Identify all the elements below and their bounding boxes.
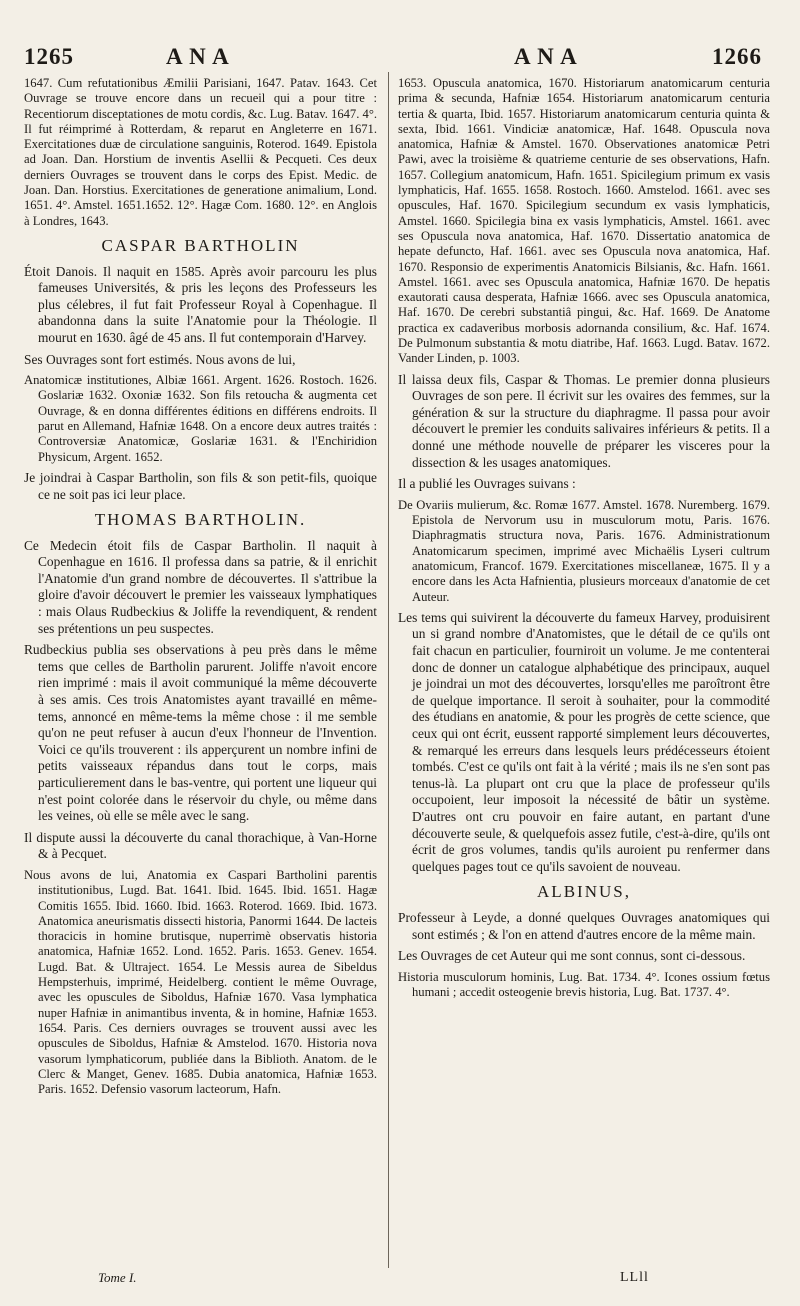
published-works-intro: Il a publié les Ouvrages suivans : [398, 476, 576, 492]
albinus-works-intro: Les Ouvrages de cet Auteur qui me sont connus, sont ci-dessous. [398, 948, 746, 964]
column-rule [388, 72, 389, 1268]
sons-paragraph: Il laissa deux fils, Caspar & Thomas. Le premier donna plusieurs Ouvrages de son pere. Il écrivit sur les ovaires des femmes, sur la génération & sur la structure du diaphragme. Il passa pour avoir découvert le premier les conduits salivaires inférieurs & petits. Il a donné une méthode nouvelle de préparer les visceres pour la dissection & les usages anatomiques. [398, 371, 770, 470]
running-head-left: A N A [166, 44, 230, 69]
right-column [398, 76, 770, 1005]
thomas-bio-paragraph: Ce Medecin étoit fils de Caspar Bartholin. Il naquit à Copenhague en 1616. Il professa dans sa patrie, & il enrichit l'Anatomie d'un grand nombre de découvertes. Il s'attribue la gloire d'avoir découvert le premier les vaisseaux lymphatiques : mais Olaus Rudbeckius & Joliffe la revendiquent, & rendent ses prétentions un peu suspectes. [24, 537, 377, 636]
caspar-junior-works-list: De Ovariis mulierum, &c. Romæ 1677. Amstel. 1678. Nuremberg. 1679. Epistola de Nervorum usu in musculorum motu, Paris. 1676. Diaphragmatis structura nova, Paris. 1676. Administrationum Anatomicarum specimen, imprimé avec Michaëlis Lyseri cultrum anatomicum, Francof. 1679. Exercitationes miscellaneæ, 1675. Il y a encore dans les Acta Hafnientia, plusieurs morceaux d'anatomie de cet Auteur. [398, 497, 770, 604]
caspar-works-list: Anatomicæ institutiones, Albiæ 1661. Argent. 1626. Rostoch. 1626. Goslariæ 1632. Oxoniæ 1632. Son fils retoucha & augmenta cet Ouvrage, & en donna différentes éditions en différens endroits. Il parut en Allemand, Hafniæ 1648. On a encore deux autres traités : Controversiæ Anatomicæ, Goslariæ 1631. & l'Enchiridion Physicum, Argent. 1652. [24, 373, 377, 464]
page-number-left: 1265 [24, 44, 74, 69]
albinus-bio-paragraph: Professeur à Leyde, a donné quelques Ouvrages anatomiques qui sont estimés ; & l'on en attend d'autres encore de la même main. [398, 909, 770, 942]
page-number-right: 1266 [712, 44, 762, 69]
right-continued-works-list: 1653. Opuscula anatomica, 1670. Historiarum anatomicarum centuria prima & secunda, Hafniæ 1654. Historiarum anatomicarum centuria tertia & quarta, Ibid. 1657. Historiarum anatomicarum centuria quinta & sexta, Ibid. 1661. Vindiciæ anatomicæ, Haf. 1648. Opuscula nova anatomica, Hafniæ & Amstel. 1670. Observationes anatomicæ Petri Pawi, avec la troisième & quatrieme centurie de ses observations, Hafn. 1657. Collegium anatomicum, Hafn. 1651. Spicilegium primum ex vasis lymphaticis, Haf. 1655. 1658. Rostoch. 1660. Amstelod. 1661. avec ses opuscules, Haf. 1670. Spicilegium secundum ex vasis lymphaticis, Amstel. 1660. Spicilegia bina ex vasis lymphaticis, Amstel. 1661. avec ses Opuscula nova anatomica, Haf. 1670. Dissertatio anatomica de hepate defuncto, Haf. 1661. avec ses Opuscula nova anatomica, Haf. 1670. Responsio de experimentis Anatomicis Bilsianis, &c. Hafn. 1661. Amstel. 1661. avec ses Opuscula anatomica, Hafniæ 1670. De hepatis exautorati causa desperata, Hafniæ 1666. avec ses Opuscula anatomica, Haf. 1670. De cerebri substantiâ pingui, &c. Haf. 1669. De Anatome practica ex cadaveribus morbosis adornanda consilium, &c. Haf. 1674. De Pulmonum substantia & motu diatribe, Haf. 1663. Lugd. Batav. 1672. Vander Linden, p. 1003. [398, 76, 770, 366]
left-continued-paragraph: 1647. Cum refutationibus Æmilii Parisiani, 1647. Patav. 1643. Cet Ouvrage se trouve encore dans un recueil qui a pour titre : Recentiorum disceptationes de motu cordis, &c. Lug. Batav. 1647. 4°. Il fut réimprimé à Rotterdam, & reparut en Angleterre en 1671. Exercitationes duæ de circulatione sanguinis, Roterod. 1649. Epistola ad Joan. Dan. Horstium de inventis Asellii & Pecqueti. Ces deux derniers Ouvrages se trouvent dans le corps des Epist. Medic. de Joan. Dan. Horstius. Exercitationes de generatione animalium, Lond. 1651. 4°. Amstel. 1651.1652. 12°. Hagæ Com. 1680. 12°. en Anglois à Londres, 1643. [24, 76, 377, 228]
anatomists-after-harvey-paragraph: Les tems qui suivirent la découverte du fameux Harvey, produisirent un si grand nombre d'Anatomistes, que le détail de ce qu'ils ont fait chacun en particulier, fourniroit un volume. Je me contenterai donc de donner un catalogue alphabétique des principaux, auquel je joindrai un mot des découvertes, lorsqu'elles me paroîtront être de quelque importance. Il seroit à souhaiter, pour la commodité des étudians en anatomie, & pour les progrès de cette science, que ceux qui ont écrit, eussent rapporté simplement leurs découvertes, & remarqué les erreurs dans lesquels leurs prédécesseurs étoient tombés. C'est ce qu'ils ont fait à la vérité ; mais ils ne s'en sont pas tenus-là. La plupart ont cru que la place de professeur qu'ils occupoient, leur imposoit la nécessité de bâtir un système. D'autres ont cru pouvoir en faire autant, en partant d'une découverte seule, & quelquefois assez futile, c'est-à-dire, qu'ils ont écrit de gros volumes, tandis qu'ils auroient pu renfermer dans quelques pages tout ce qu'ils savoient de nouveau. [398, 609, 770, 874]
thomas-works-list: Nous avons de lui, Anatomia ex Caspari Bartholini parentis institutionibus, Lugd. Bat. 1641. Ibid. 1645. Ibid. 1651. Hagæ Comitis 1655. Ibid. 1660. Ibid. 1663. Roterod. 1669. Ibid. 1673. Anatomica aneurismatis dissecti historia, Panormi 1644. De lacteis thoracicis in homine brutisque, nuperrimè observatis historia anatomica, Hafniæ 1652. Lond. 1652. Paris. 1653. Genev. 1654. Lugd. Bat. & Ultraject. 1654. Le Messis aurea de Sibeldus Hempsterhuis, imprimé, Heidelberg. contient le même Ouvrage, avec les opuscules de Siboldus, Hafniæ 1670. Vasa lymphatica nuper Hafniæ in animantibus inventa, & in homine, Hafniæ 1653. 1654. Paris. Ces derniers ouvrages se trouvent aussi avec les opuscules de Siboldus, Hafniæ & Amstelod. 1670. Historia nova vasorum lymphaticorum, publiée dans la Biblioth. Anatom. de le Clerc & Manget, Genev. 1685. Dubia anatomica, Hafniæ 1653. Paris. 1652. Defensio vasorum lacteorum, Hafn. [24, 867, 377, 1097]
heading-albinus: ALBINUS, [537, 882, 631, 902]
caspar-works-intro: Ses Ouvrages sont fort estimés. Nous avons de lui, [24, 351, 296, 367]
heading-caspar-bartholin: CASPAR BARTHOLIN [101, 235, 300, 255]
thomas-dispute-paragraph: Il dispute aussi la découverte du canal thorachique, à Van-Horne & à Pecquet. [24, 829, 377, 862]
heading-thomas-bartholin: THOMAS BARTHOLIN. [94, 510, 307, 530]
caspar-note-paragraph: Je joindrai à Caspar Bartholin, son fils & son petit-fils, quoique ce ne soit pas ici leur place. [24, 469, 377, 502]
signature-mark: LLll [620, 1270, 649, 1285]
albinus-works-list: Historia musculorum hominis, Lug. Bat. 1734. 4°. Icones ossium fœtus humani ; accedit osteogenie brevis historia, Lug. Bat. 1737. 4°. [398, 969, 770, 1000]
running-head-right: A N A [514, 44, 578, 69]
caspar-bio-paragraph: Étoit Danois. Il naquit en 1585. Après avoir parcouru les plus fameuses Universités, & pris les leçons des Professeurs les plus célebres, il fut fait Professeur Royal à Copenhague. Il abandonna dans la suite l'Anatomie pour la Théologie. Il mourut en 1630. âgé de 45 ans. Il fut contemporain d'Harvey. [24, 263, 377, 345]
volume-label: Tome I. [98, 1270, 137, 1285]
left-column [24, 76, 377, 1102]
thomas-discovery-paragraph: Rudbeckius publia ses observations à peu près dans le même tems que celles de Bartholin parurent. Joliffe n'avoit encore rien imprimé : mais il avoit communiqué la même découverte à ses amis. Ces trois Anatomistes ayant travaillé en même-tems, annoncé en même-tems la même chose : il me semble qu'on ne peut refuser à aucun d'eux l'honneur de l'Invention. Voici ce qu'ils trouverent : ils apperçurent un nombre infini de petits vaisseaux répandus dans tout le corps, mais particulierement dans le bas-ventre, qui portent une liqueur qui n'est point colorée dans le réservoir du chyle, ou même dans les veines, où elle se mêle avec le sang. [24, 642, 377, 824]
